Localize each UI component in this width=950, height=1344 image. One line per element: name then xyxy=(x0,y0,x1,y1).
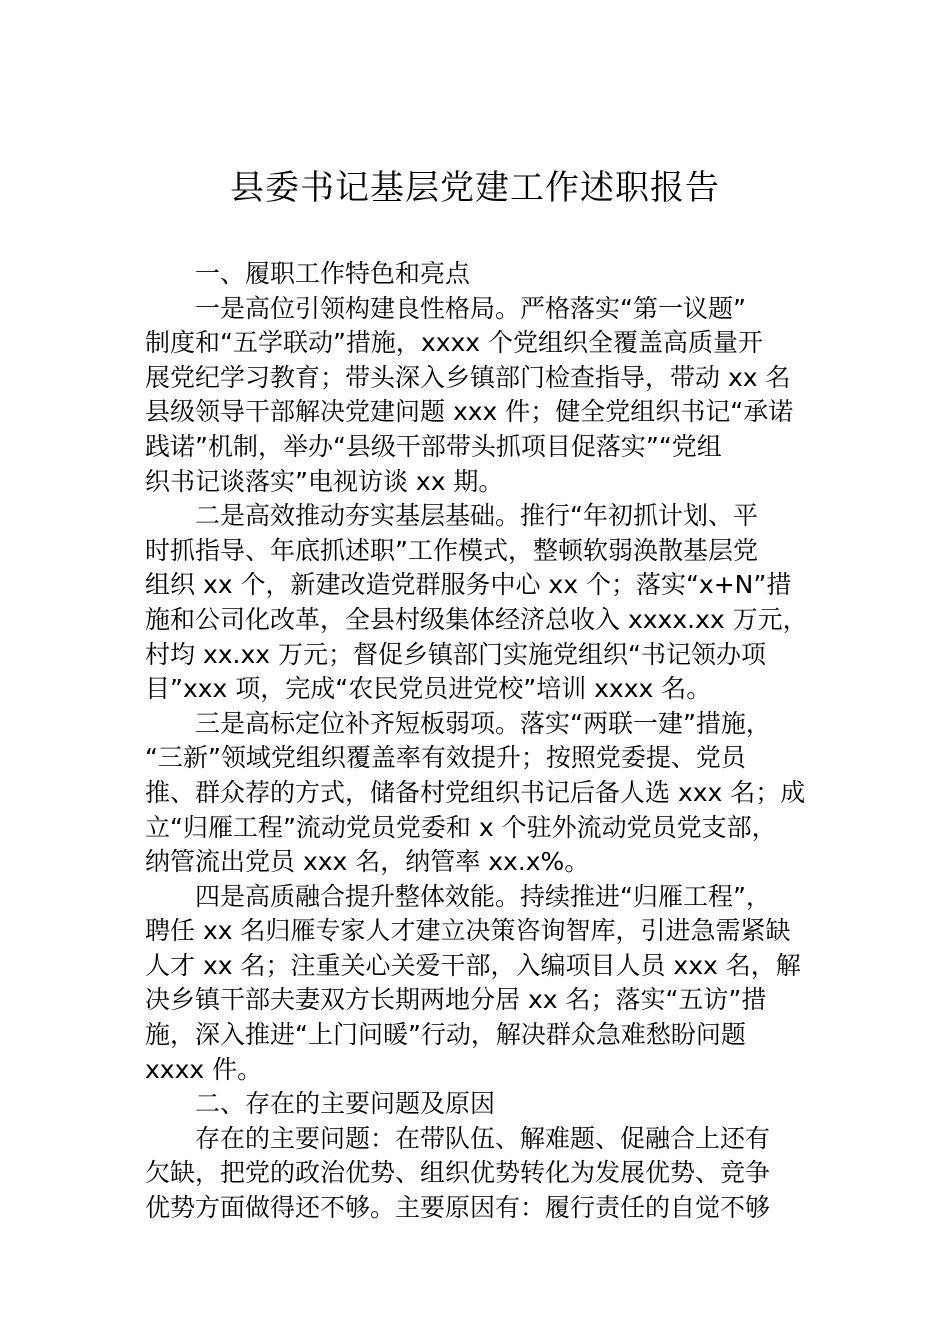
text-line: 二、存在的主要问题及原因 xyxy=(195,1089,496,1119)
text-line: 优势方面做得还不够。主要原因有：履行责任的自觉不够 xyxy=(145,1193,771,1223)
text-line: 村均 xx.xx 万元；督促乡镇部门实施党组织“书记领办项 xyxy=(145,639,766,669)
text-line: 纳管流出党员 xxx 名，纳管率 xx.x%。 xyxy=(145,847,590,877)
text-line: 三是高标定位补齐短板弱项。落实“两联一建”措施， xyxy=(195,708,771,738)
text-line: 目”xxx 项，完成“农民党员进党校”培训 xxxx 名。 xyxy=(145,674,712,704)
text-line: 存在的主要问题：在带队伍、解难题、促融合上还有 xyxy=(195,1123,771,1153)
text-line: 一、履职工作特色和亮点 xyxy=(195,259,471,288)
document-title: 县委书记基层党建工作述职报告 xyxy=(230,168,720,208)
document-body xyxy=(145,257,813,1226)
text-line: 县级领导干部解决党建问题 xxx 件；健全党组织书记“承诺 xyxy=(145,397,794,427)
text-line: 二是高效推动夯实基层基础。推行“年初抓计划、平 xyxy=(195,501,758,531)
text-line: “三新”领域党组织覆盖率有效提升；按照党委提、党员 xyxy=(145,743,746,773)
text-line: 施，深入推进“上门问暖”行动，解决群众急难愁盼问题 xyxy=(145,1020,746,1050)
text-line: 立“归雁工程”流动党员党委和 x 个驻外流动党员党支部， xyxy=(145,812,777,842)
text-line: 一是高位引领构建良性格局。严格落实“第一议题” xyxy=(195,293,746,323)
text-line: 展党纪学习教育；带头深入乡镇部门检查指导，带动 xx 名 xyxy=(145,362,791,392)
text-line: 织书记谈落实”电视访谈 xx 期。 xyxy=(145,466,504,496)
text-line: 欠缺，把党的政治优势、组织优势转化为发展优势、竞争 xyxy=(145,1158,771,1188)
text-line: 人才 xx 名；注重关心关爱干部，入编项目人员 xxx 名，解 xyxy=(145,950,801,980)
text-line: 决乡镇干部夫妻双方长期两地分居 xx 名；落实“五访”措 xyxy=(145,985,767,1015)
text-line: 施和公司化改革，全县村级集体经济总收入 xxxx.xx 万元， xyxy=(145,604,808,634)
text-line: 践诺”机制，举办“县级干部带头抓项目促落实”“党组 xyxy=(145,431,722,461)
text-line: 制度和“五学联动”措施，xxxx 个党组织全覆盖高质量开 xyxy=(145,328,764,358)
text-line: 时抓指导、年底抓述职”工作模式，整顿软弱涣散基层党 xyxy=(145,535,758,565)
text-line: xxxx 件。 xyxy=(145,1054,263,1084)
text-line: 组织 xx 个，新建改造党群服务中心 xx 个；落实“x+N”措 xyxy=(145,570,792,600)
text-line: 聘任 xx 名归雁专家人才建立决策咨询智库，引进急需紧缺 xyxy=(145,916,791,946)
text-line: 推、群众荐的方式，储备村党组织书记后备人选 xxx 名；成 xyxy=(145,777,806,807)
text-line: 四是高质融合提升整体效能。持续推进“归雁工程”， xyxy=(195,881,771,911)
